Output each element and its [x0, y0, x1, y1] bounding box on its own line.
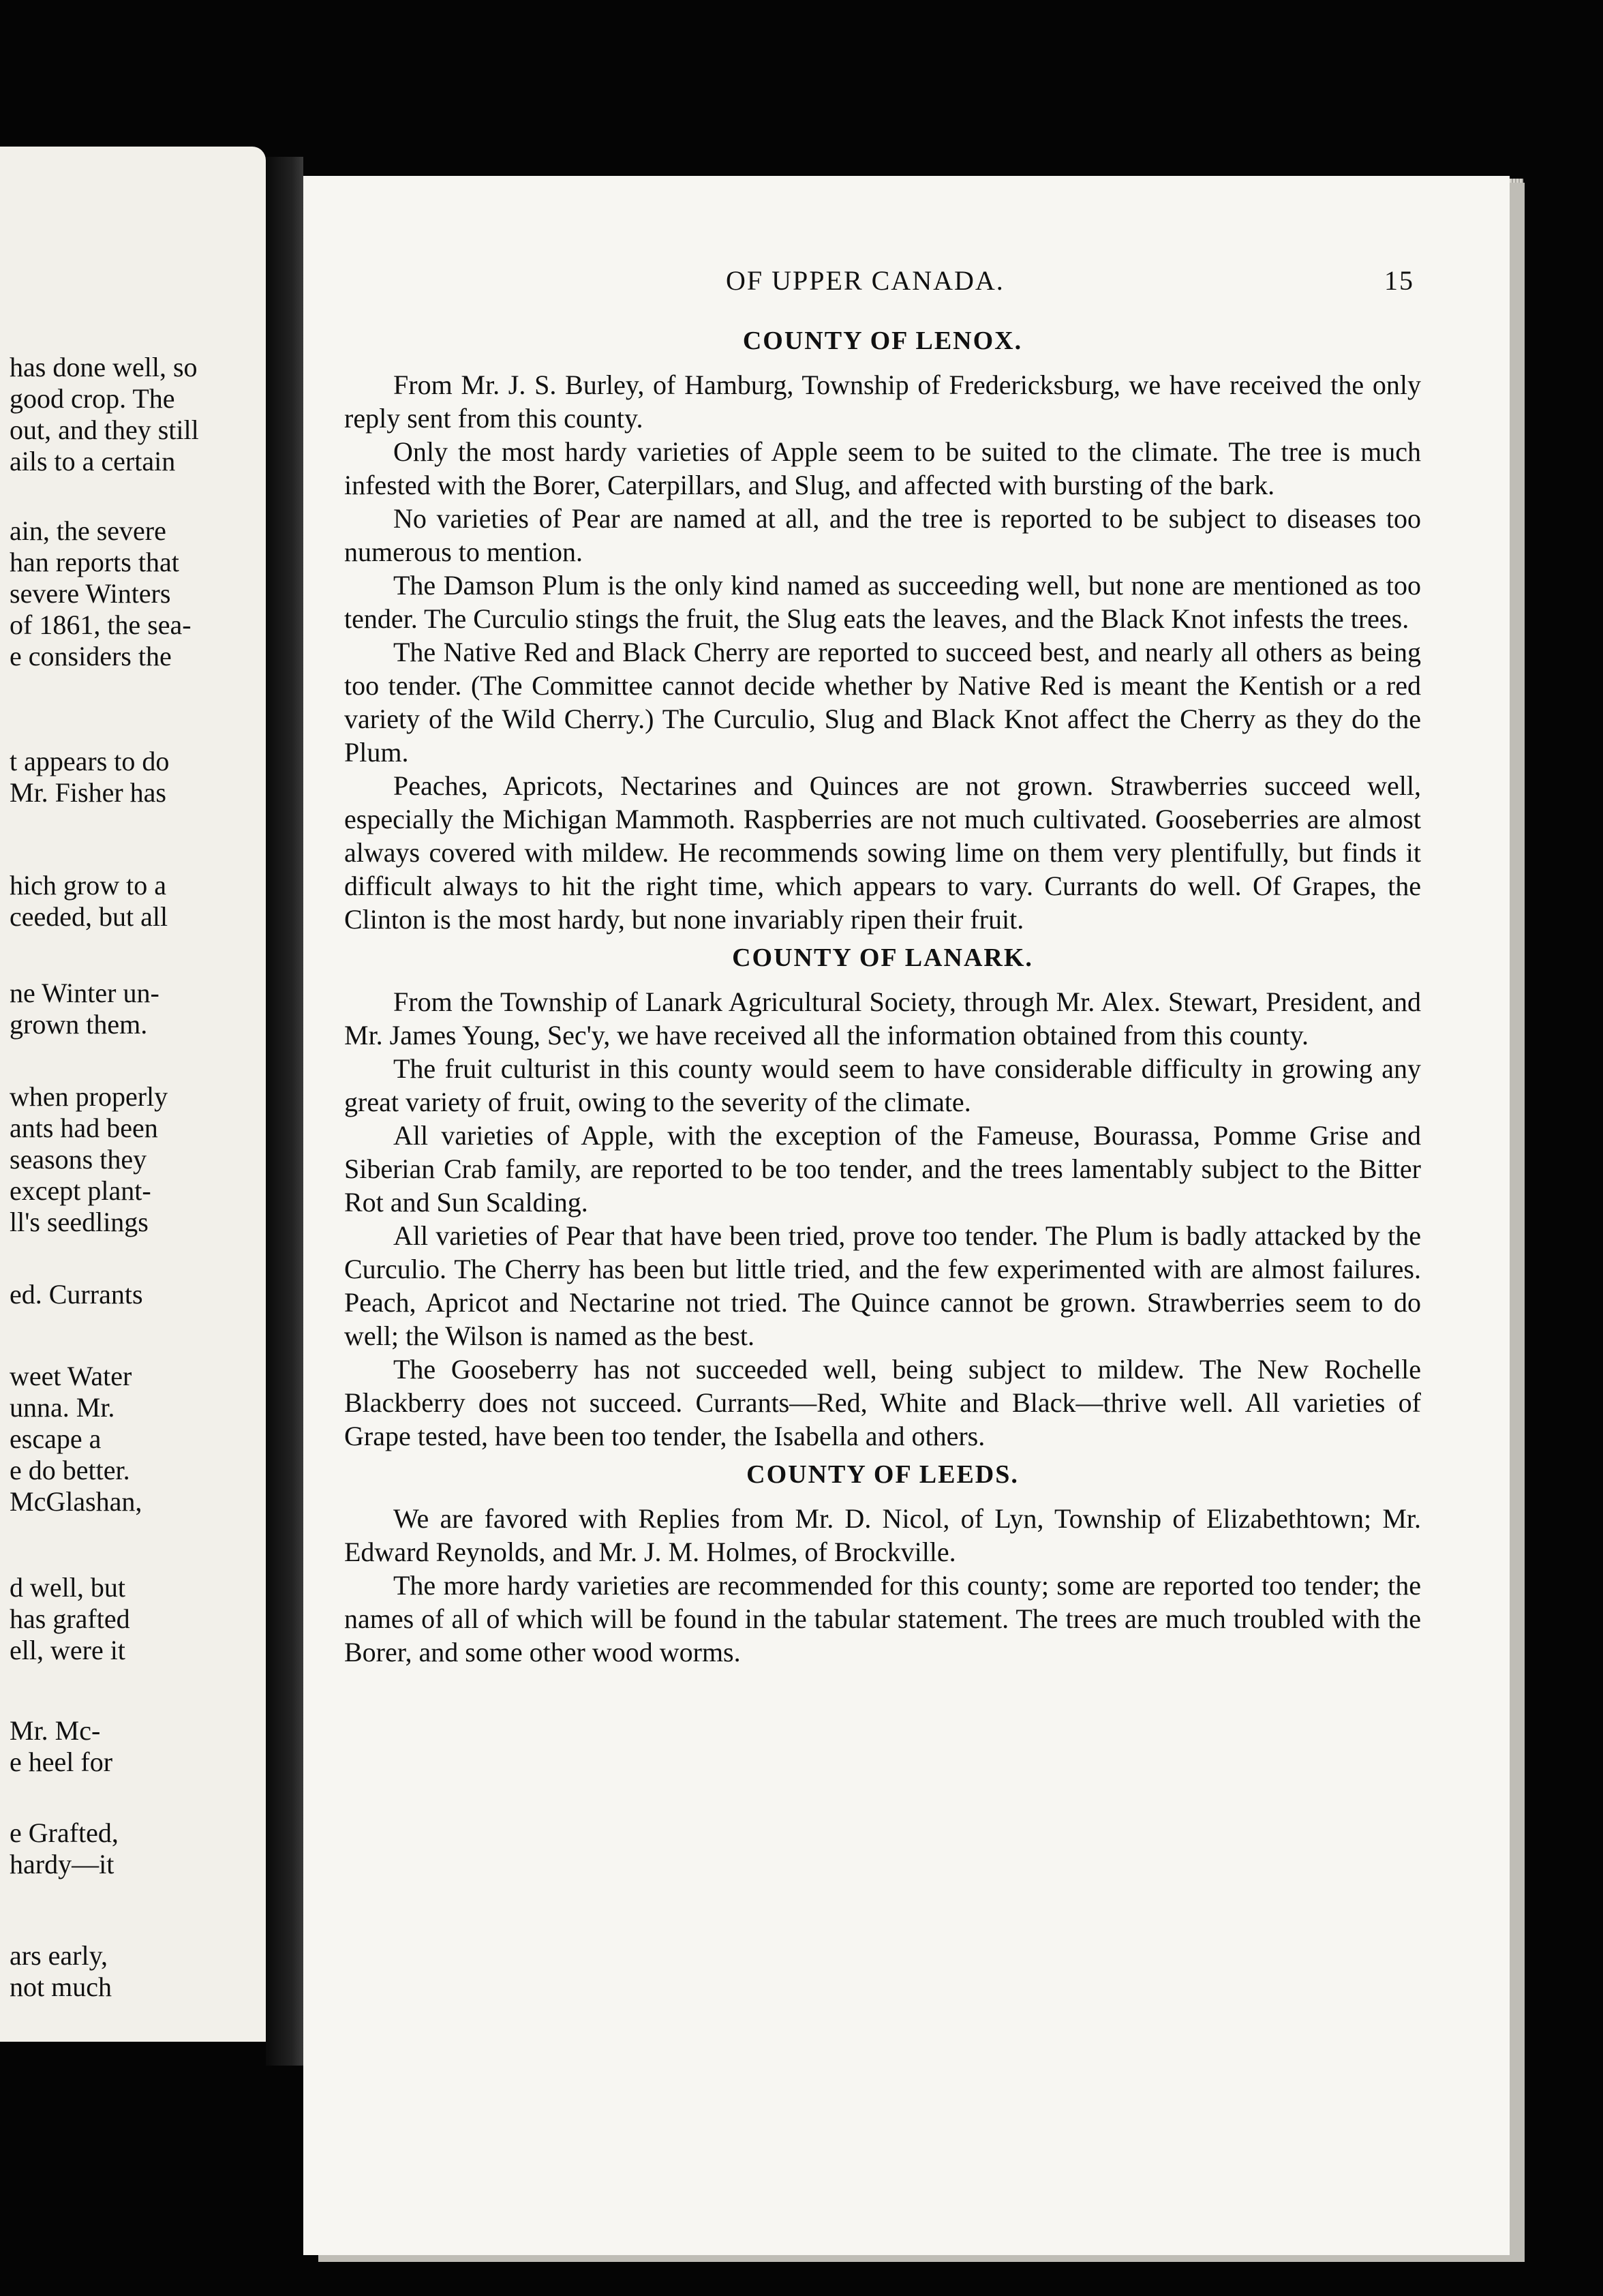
left-page-line: except plant- [10, 1175, 151, 1206]
paragraph: Peaches, Apricots, Nectarines and Quinces are not grown. Strawberries succeed well, especially the Michigan Mammoth. Raspberries are not much cultivated. Gooseberries are almost always covered with mildew. He recommends sowing lime on them very plentifully, but finds it difficult always to hit the right time, which appears to vary. Currants do well. Of Grapes, the Clinton is the most hardy, but none invariably ripen their fruit. [344, 770, 1421, 935]
left-page-line: hardy—it [10, 1849, 114, 1879]
left-page-line: e Grafted, [10, 1817, 119, 1848]
left-page-line: t appears to do [10, 746, 170, 776]
page-content [344, 265, 1421, 1669]
page-edge [1510, 179, 1523, 2244]
left-page-line: of 1861, the sea- [10, 609, 192, 640]
left-page-line: out, and they still [10, 414, 199, 445]
left-page [0, 147, 266, 2042]
section-county-of-lanark [344, 943, 1421, 1453]
running-header [344, 265, 1421, 319]
paragraph: The Native Red and Black Cherry are reported to succeed best, and nearly all others as being too tender. (The Committee cannot decide whether by Native Red is meant the Kentish or a red variety of the Wild Cherry.) The Curculio, Slug and Black Knot affect the Cherry as they do the Plum. [344, 637, 1421, 768]
left-page-line: Mr. Mc- [10, 1715, 101, 1746]
left-page-line: d well, but [10, 1572, 125, 1603]
paragraph: From the Township of Lanark Agricultural Society, through Mr. Alex. Stewart, President, and Mr. James Young, Sec'y, we have received all the information obtained from this county. [344, 986, 1421, 1051]
paragraph: We are favored with Replies from Mr. D. Nicol, of Lyn, Township of Elizabethtown; Mr. Edward Reynolds, and Mr. J. M. Holmes, of Brockville. [344, 1503, 1421, 1567]
left-page-line: Mr. Fisher has [10, 777, 166, 808]
section-heading: COUNTY OF LEEDS. [746, 1460, 1019, 1489]
paragraph: All varieties of Apple, with the exception of the Fameuse, Bourassa, Pomme Grise and Siberian Crab family, are reported to be too tender, and the trees lamentably subject to the Bitter Rot and Sun Scalding. [344, 1120, 1421, 1218]
paragraph: The Damson Plum is the only kind named as succeeding well, but none are mentioned as too tender. The Curculio stings the fruit, the Slug eats the leaves, and the Black Knot infests the trees. [344, 570, 1421, 634]
left-page-line: grown them. [10, 1009, 148, 1040]
left-page-line: has grafted [10, 1603, 130, 1634]
book-gutter [266, 157, 303, 2066]
section-county-of-lenox [344, 326, 1421, 936]
paragraph: The more hardy varieties are recommended for this county; some are reported too tender; the names of all of which will be found in the tabular statement. The trees are much troubled with the Borer, and some other wood worms. [344, 1570, 1421, 1667]
left-page-line: e heel for [10, 1747, 113, 1777]
left-page-line: ceeded, but all [10, 901, 168, 932]
left-page-line: McGlashan, [10, 1486, 142, 1517]
left-page-line: e do better. [10, 1455, 130, 1485]
section-heading: COUNTY OF LANARK. [732, 943, 1033, 972]
paragraph: Only the most hardy varieties of Apple seem to be suited to the climate. The tree is much infested with the Borer, Caterpillars, and Slug, and affected with bursting of the bark. [344, 436, 1421, 500]
left-page-line: has done well, so [10, 352, 198, 382]
left-page-line: unna. Mr. [10, 1392, 115, 1423]
paragraph: The Gooseberry has not succeeded well, being subject to mildew. The New Rochelle Blackberry does not succeed. Currants—Red, White and Black—thrive well. All varieties of Grape tested, have been too tender, the Isabella and others. [344, 1354, 1421, 1451]
running-title: OF UPPER CANADA. [726, 265, 1005, 296]
paragraph: All varieties of Pear that have been tried, prove too tender. The Plum is badly attacked by the Curculio. The Cherry has been but little tried, and the few experimented with are almost failures. Peach, Apricot and Nectarine not tried. The Quince cannot be grown. Strawberries seem to do well; the Wilson is named as the best. [344, 1220, 1421, 1351]
paragraph: No varieties of Pear are named at all, and the tree is reported to be subject to diseases too numerous to mention. [344, 503, 1421, 567]
section-heading: COUNTY OF LENOX. [742, 327, 1023, 355]
left-page-line: ails to a certain [10, 446, 176, 477]
left-page-line: good crop. The [10, 383, 175, 414]
left-page-line: ars early, [10, 1940, 108, 1971]
left-page-line: escape a [10, 1423, 102, 1454]
left-page-line: seasons they [10, 1144, 147, 1175]
section-county-of-leeds [344, 1460, 1421, 1669]
left-page-line: severe Winters [10, 578, 171, 609]
left-page-line: hich grow to a [10, 870, 166, 901]
left-page-line: ell, were it [10, 1635, 125, 1665]
paragraph: From Mr. J. S. Burley, of Hamburg, Township of Fredericksburg, we have received the only reply sent from this county. [344, 369, 1421, 434]
left-page-line: ain, the severe [10, 515, 166, 546]
left-page-line: ants had been [10, 1113, 158, 1143]
left-page-line: ne Winter un- [10, 978, 159, 1008]
left-page-line: ll's seedlings [10, 1207, 149, 1237]
right-page [303, 176, 1510, 2255]
left-page-line: when properly [10, 1081, 168, 1112]
left-page-line: not much [10, 1972, 112, 2002]
page-number: 15 [1384, 265, 1414, 296]
left-page-line: weet Water [10, 1361, 132, 1391]
left-page-line: han reports that [10, 547, 179, 577]
paragraph: The fruit culturist in this county would seem to have considerable difficulty in growing any great variety of fruit, owing to the severity of the climate. [344, 1053, 1421, 1117]
left-page-line: ed. Currants [10, 1279, 143, 1310]
left-page-line: e considers the [10, 641, 172, 671]
